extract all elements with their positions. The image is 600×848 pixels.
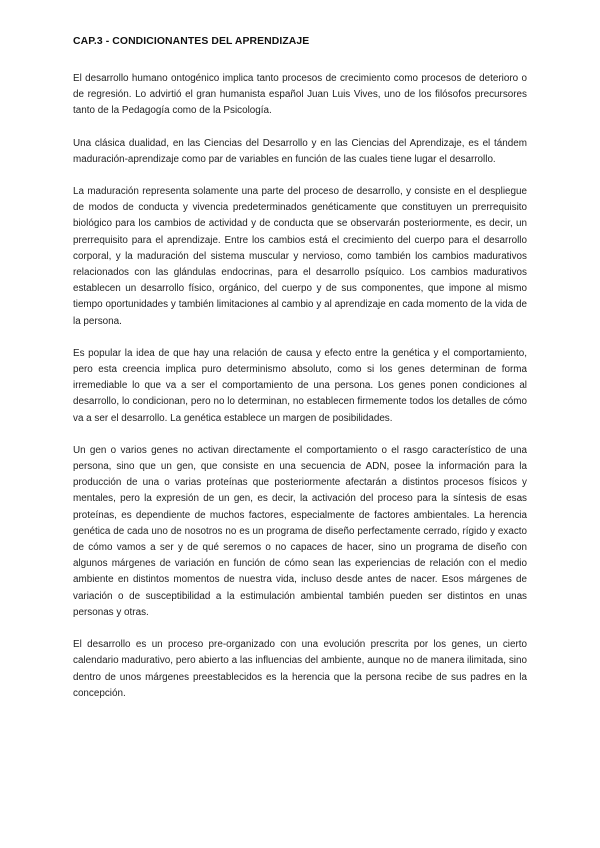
paragraph-6: El desarrollo es un proceso pre-organizado con una evolución prescrita por los genes, un cierto calendario madurativo, pero abierto a las influencias del ambiente, aunque no de manera ilimitada, sino dentro de unos márgenes preestablecidos es la herencia que la persona recibe de sus padres en la concepción.: [73, 639, 527, 699]
paragraph-3: La maduración representa solamente una parte del proceso de desarrollo, y consiste en el despliegue de modos de conducta y vivencia predeterminados genéticamente que constituyen un prerrequisito biológico para los cambios de actividad y de conducta que se observarán posteriormente, es decir, un prerrequisito para el aprendizaje. Entre los cambios está el crecimiento del cuerpo para el desarrollo corporal, y la maduración del sistema muscular y nervioso, como también los cambios madurativos relacionados con las glándulas endocrinas, para el desarrollo psíquico. Los cambios madurativos establecen un desarrollo físico, orgánico, del cuerpo y de sus componentes, que impone al mismo tiempo oportunidades y también limitaciones al cambio y al aprendizaje en cada momento de la vida de la persona.: [73, 186, 527, 327]
paragraph-1: El desarrollo humano ontogénico implica tanto procesos de crecimiento como procesos de deterioro o de regresión. Lo advirtió el gran humanista español Juan Luis Vives, uno de los filósofos precursores tanto de la Pedagogía como de la Psicología.: [73, 73, 527, 117]
paragraph-5: Un gen o varios genes no activan directamente el comportamiento o el rasgo característico de una persona, sino que un gen, que consiste en una secuencia de ADN, posee la información para la producción de una o varias proteínas que posteriormente afectarán a distintos procesos físicos y mentales, pero la expresión de un gen, es decir, la activación del proceso para la síntesis de esas proteínas, es dependiente de muchos factores, especialmente de factores ambientales. La herencia genética de cada uno de nosotros no es un programa de diseño perfectamente cerrado, rígido y exacto de cómo vamos a ser y de qué seremos o no capaces de hacer, sino un programa de diseño con algunos márgenes de variación en función de cómo sean las experiencias de relación con el medio ambiente en distintos momentos de nuestra vida, incluso desde antes de nacer. Esos márgenes de variación o de susceptibilidad a la estimulación ambiental también pueden ser distintos en unas personas y otras.: [73, 444, 527, 618]
chapter-title: CAP.3 - CONDICIONANTES DEL APRENDIZAJE: [73, 36, 310, 47]
paragraph-2: Una clásica dualidad, en las Ciencias del Desarrollo y en las Ciencias del Aprendizaje, es el tándem maduración-aprendizaje como par de variables en función de las cuales tiene lugar el desarrollo.: [73, 137, 527, 165]
paragraph-4: Es popular la idea de que hay una relación de causa y efecto entre la genética y el comportamiento, pero esta creencia implica puro determinismo absoluto, como si los genes determinan de forma irremediable lo que va a ser el comportamiento de una persona. Los genes ponen condiciones al desarrollo, lo condicionan, pero no lo determinan, no establecen firmemente todos los detalles de cómo va a ser el desarrollo. La genética establece un margen de posibilidades.: [73, 347, 527, 424]
